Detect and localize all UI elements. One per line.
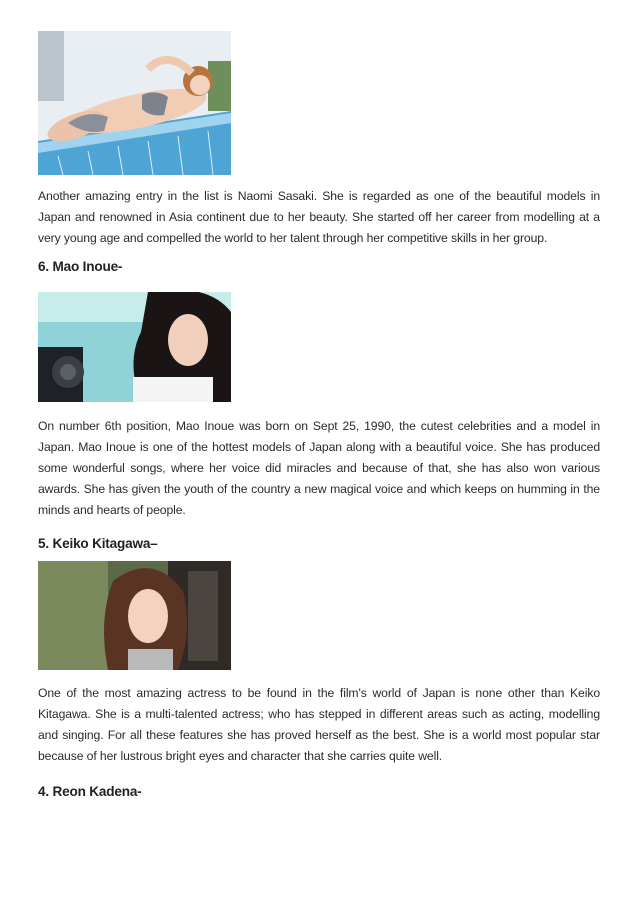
- reon-kadena-heading: 4. Reon Kadena-: [38, 784, 142, 799]
- naomi-sasaki-paragraph: Another amazing entry in the list is Naomi Sasaki. She is regarded as one of the beautiful models in Japan and renowned in Asia continent due to her beauty. She started off her career from modelling at a very young age and compelled the world to her talent through her competitive skills in her group.: [38, 189, 600, 245]
- naomi-sasaki-photo: [38, 31, 231, 175]
- mao-inoue-paragraph: On number 6th position, Mao Inoue was born on Sept 25, 1990, the cutest celebrities and a model in Japan. Mao Inoue is one of the hottest models of Japan along with a beautiful voice. She has produced some wonderful songs, where her voice did miracles and because of that, she has also won various awards. She has given the youth of the country a new magical voice and which keeps on humming in the minds and hearts of people.: [38, 419, 600, 517]
- keiko-kitagawa-paragraph: One of the most amazing actress to be found in the film's world of Japan is none other than Keiko Kitagawa. She is a multi-talented actress; who has stepped in different areas such as acting, modelling and singing. For all these features she has proved herself as the best. She is a world most popular star because of her lustrous bright eyes and character that she carries quite well.: [38, 686, 600, 763]
- mao-inoue-photo: [38, 292, 231, 402]
- keiko-kitagawa-photo: [38, 561, 231, 670]
- mao-inoue-heading: 6. Mao Inoue-: [38, 259, 123, 274]
- keiko-kitagawa-heading: 5. Keiko Kitagawa–: [38, 536, 158, 551]
